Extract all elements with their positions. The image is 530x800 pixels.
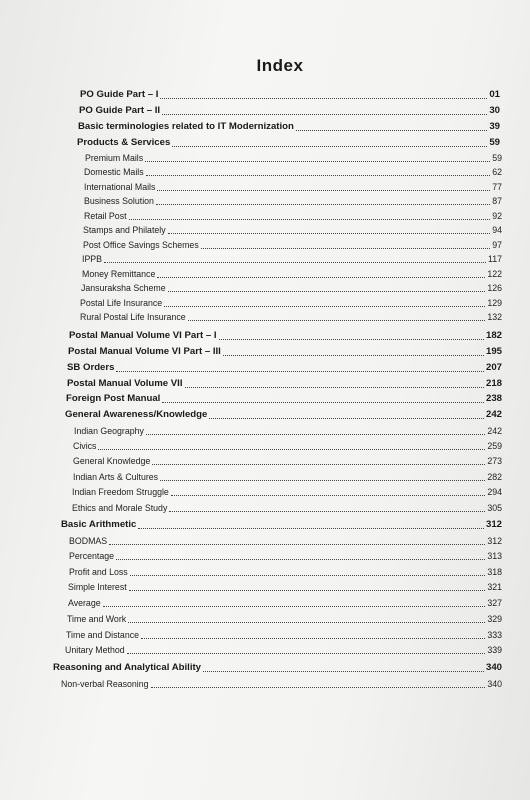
index-entry [84,165,502,179]
entry-page-number: 242 [487,426,502,436]
entry-title: Ethics and Morale Study [72,503,168,513]
index-entry [67,612,502,626]
entry-title: PO Guide Part – II [79,105,161,116]
entry-title: Indian Geography [74,426,144,436]
entry-page-number: 87 [492,196,502,206]
entry-page-number: 340 [487,679,502,689]
index-entry [68,580,502,594]
entry-page-number: 126 [487,283,502,293]
dot-leader [129,219,491,220]
entry-title: Postal Manual Volume VII [67,378,183,389]
entry-title: Time and Work [67,614,127,624]
dot-leader [98,449,485,450]
entry-title: Premium Mails [85,153,144,163]
index-entry [73,439,502,453]
entry-title: Products & Services [77,137,171,148]
dot-leader [104,262,486,263]
entry-title: PO Guide Part – I [80,89,159,100]
index-entry [77,136,500,150]
index-entry [69,534,502,548]
index-entry [80,296,502,310]
index-entry [65,643,502,657]
index-entry [82,252,502,266]
entry-title: Basic Arithmetic [61,519,137,530]
index-entry [83,223,502,237]
dot-leader [219,339,484,340]
entry-page-number: 282 [487,472,502,482]
dot-leader [145,161,490,162]
entry-page-number: 182 [485,330,502,341]
entry-title: Indian Arts & Cultures [73,472,159,482]
entry-page-number: 312 [487,536,502,546]
dot-leader [156,204,490,205]
entry-title: Business Solution [84,196,154,206]
dot-leader [128,622,485,623]
index-entry [53,661,502,675]
entry-page-number: 195 [485,346,502,357]
entry-page-number: 30 [489,105,500,116]
index-entry [84,180,502,194]
dot-leader [127,653,486,654]
entry-title: Postal Life Insurance [80,298,163,308]
entry-title: Money Remittance [82,269,156,279]
index-entry [82,267,502,281]
entry-page-number: 273 [487,456,502,466]
index-entry [84,194,502,208]
dot-leader [162,402,484,403]
entry-title: Foreign Post Manual [66,393,161,404]
entry-title: Simple Interest [68,582,127,592]
entry-page-number: 329 [487,614,502,624]
dot-leader [203,671,484,672]
entry-page-number: 218 [485,378,502,389]
entry-page-number: 62 [492,167,502,177]
dot-leader [172,146,487,147]
entry-title: SB Orders [67,362,115,373]
entry-page-number: 117 [487,254,502,264]
entry-title: Average [68,598,101,608]
entry-title: Jansuraksha Scheme [81,283,166,293]
index-entry [65,408,502,422]
index-entry [69,329,502,343]
dot-leader [130,575,486,576]
entry-page-number: 59 [489,137,500,148]
entry-page-number: 92 [492,211,502,221]
dot-leader [151,687,486,688]
dot-leader [138,528,484,529]
entry-page-number: 242 [485,409,502,420]
index-entry [68,596,502,610]
entry-page-number: 305 [487,503,502,513]
index-entry [72,485,502,499]
dot-leader [223,355,484,356]
index-entry [81,281,502,295]
index-entry [85,151,502,165]
dot-leader [129,590,486,591]
entry-title: BODMAS [69,536,108,546]
entry-page-number: 313 [487,551,502,561]
entry-title: Reasoning and Analytical Ability [53,662,202,673]
index-entry [73,470,502,484]
entry-page-number: 59 [492,153,502,163]
entry-page-number: 129 [487,298,502,308]
dot-leader [109,544,485,545]
dot-leader [157,190,490,191]
dot-leader [169,511,485,512]
index-entry [78,120,500,134]
entry-page-number: 321 [487,582,502,592]
entry-title: Percentage [69,551,114,561]
entry-page-number: 238 [485,393,502,404]
entry-title: Indian Freedom Struggle [72,487,169,497]
entry-title: Post Office Savings Schemes [83,240,199,250]
dot-leader [141,638,485,639]
dot-leader [162,114,487,115]
index-entry [80,310,502,324]
dot-leader [168,233,491,234]
entry-page-number: 122 [487,269,502,279]
dot-leader [209,418,484,419]
dot-leader [146,175,491,176]
entry-title: Basic terminologies related to IT Modernization [78,121,294,132]
dot-leader [164,306,485,307]
index-entry [83,238,502,252]
dot-leader [116,371,484,372]
entry-title: International Mails [84,182,156,192]
dot-leader [188,320,486,321]
index-entry [74,424,502,438]
entry-page-number: 77 [492,182,502,192]
index-entry [80,88,500,102]
entry-title: General Awareness/Knowledge [65,409,208,420]
entry-title: Profit and Loss [69,567,128,577]
dot-leader [160,480,485,481]
entry-page-number: 327 [487,598,502,608]
index-entry [67,361,502,375]
entry-title: Civics [73,441,97,451]
index-entry [67,377,502,391]
entry-page-number: 01 [489,89,500,100]
entry-title: Retail Post [84,211,127,221]
index-entry [79,104,500,118]
dot-leader [160,98,487,99]
entry-page-number: 259 [487,441,502,451]
page-title: Index [256,56,304,75]
entry-title: Postal Manual Volume VI Part – III [68,346,221,357]
dot-leader [171,495,485,496]
entry-page-number: 340 [485,662,502,673]
entry-title: Non-verbal Reasoning [61,679,149,689]
entry-title: Time and Distance [66,630,140,640]
dot-leader [152,464,485,465]
entry-page-number: 318 [487,567,502,577]
dot-leader [103,606,486,607]
entry-page-number: 333 [487,630,502,640]
entry-page-number: 94 [492,225,502,235]
index-entry [73,454,502,468]
dot-leader [201,248,490,249]
index-entry [69,565,502,579]
entry-page-number: 339 [487,645,502,655]
index-entry [72,501,502,515]
dot-leader [168,291,486,292]
entry-page-number: 39 [489,121,500,132]
entry-title: IPPB [82,254,103,264]
entry-title: General Knowledge [73,456,151,466]
dot-leader [296,130,487,131]
index-entry [61,677,502,691]
index-entry [61,518,502,532]
entry-title: Rural Postal Life Insurance [80,312,186,322]
entry-page-number: 132 [487,312,502,322]
entry-page-number: 97 [492,240,502,250]
entry-title: Unitary Method [65,645,125,655]
index-entry [66,392,502,406]
entry-page-number: 294 [487,487,502,497]
dot-leader [116,559,485,560]
index-entry [68,345,502,359]
dot-leader [146,434,485,435]
dot-leader [157,277,485,278]
entry-title: Postal Manual Volume VI Part – I [69,330,217,341]
entry-page-number: 312 [485,519,502,530]
entry-title: Stamps and Philately [83,225,166,235]
dot-leader [185,387,484,388]
index-entry [69,549,502,563]
entry-page-number: 207 [485,362,502,373]
index-entry [66,628,502,642]
index-entry [84,209,502,223]
entry-title: Domestic Mails [84,167,144,177]
